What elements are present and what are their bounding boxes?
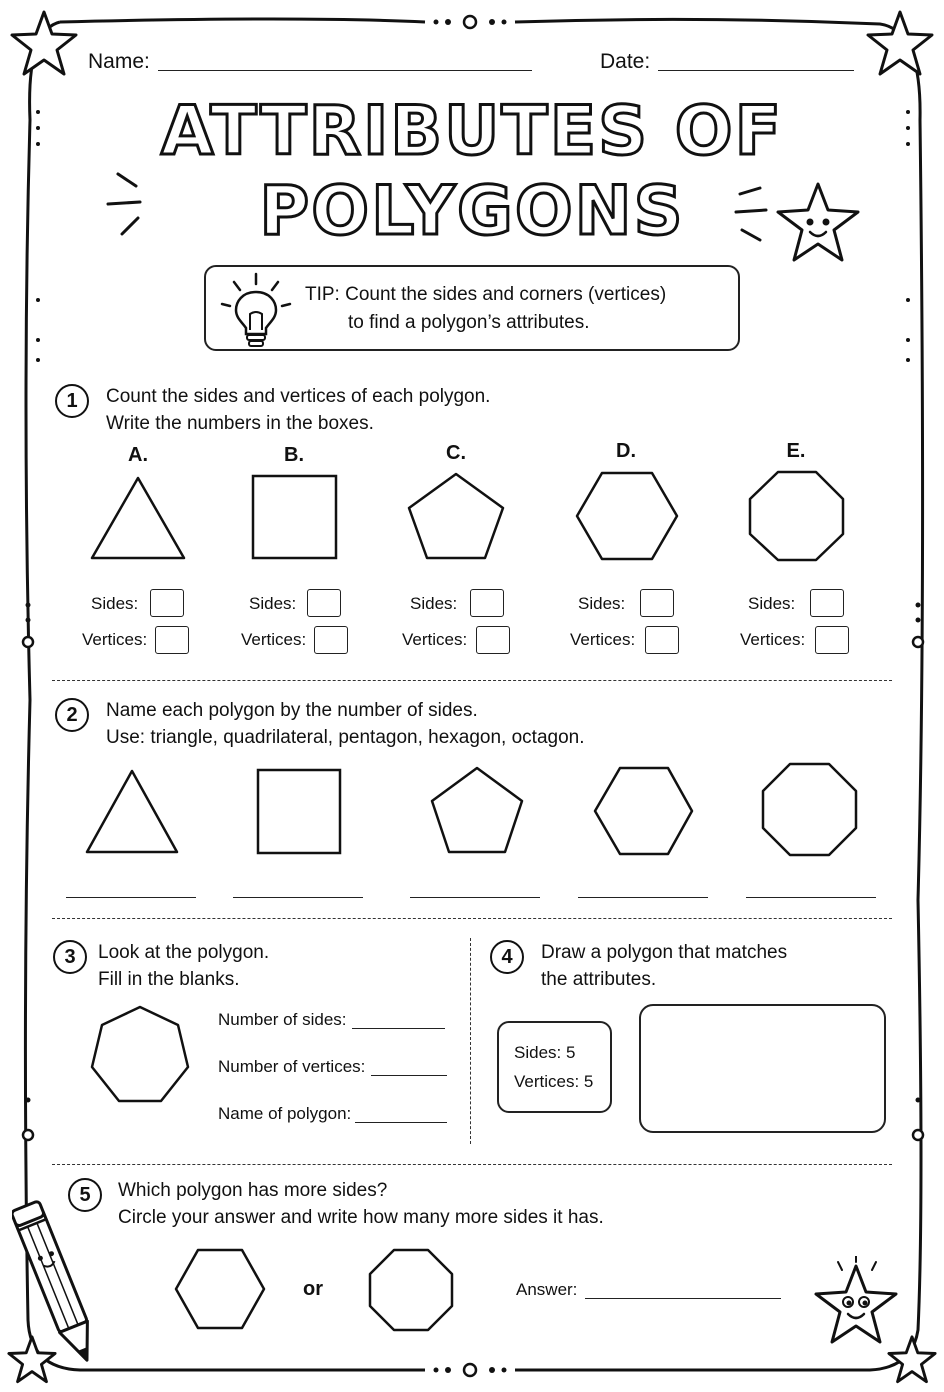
page-title-line1: ATTRIBUTES OF [160,92,784,171]
item-e-letter: E. [786,440,806,462]
name-of-polygon-label: Name of polygon: [218,1104,352,1123]
item-a-letter: A. [128,444,148,466]
date-label: Date: [600,50,651,73]
vertices-label: Vertices: [82,630,148,649]
sides-label: Sides: [249,594,297,613]
attributes-sides: Sides: 5 [514,1043,576,1062]
question-1-line1: Count the sides and vertices of each polygon. [106,386,491,407]
question-3-line1: Look at the polygon. [98,942,270,963]
name-label: Name: [88,50,150,73]
question-4-line2: the attributes. [541,969,657,990]
pencil-icon [12,1196,102,1376]
question-5-number: 5 [68,1178,102,1212]
vertices-label: Vertices: [402,630,468,649]
vertices-label: Vertices: [241,630,307,649]
page-title-line2: POLYGONS [259,172,685,251]
attributes-vertices: Vertices: 5 [514,1072,594,1091]
number-of-vertices-label: Number of vertices: [218,1057,366,1076]
smiling-star-icon [808,1256,904,1352]
question-3-number: 3 [53,940,87,974]
item-b-letter: B. [284,444,304,466]
number-of-sides-label: Number of sides: [218,1010,347,1029]
octagon-choice-shape[interactable] [370,1250,452,1330]
sides-label: Sides: [91,594,139,613]
tip-line1: TIP: Count the sides and corners (vertices) [305,284,667,305]
question-4-number: 4 [490,940,524,974]
or-label: or [303,1278,323,1300]
question-3-line2: Fill in the blanks. [98,969,240,990]
answer-field[interactable] [585,1298,781,1299]
question-2-line2: Use: triangle, quadrilateral, pentagon, hexagon, octagon. [106,727,585,748]
sides-label: Sides: [748,594,796,613]
answer-label: Answer: [516,1280,578,1299]
vertices-label: Vertices: [570,630,636,649]
question-5-line1: Which polygon has more sides? [118,1180,388,1201]
sides-label: Sides: [410,594,458,613]
sides-label: Sides: [578,594,626,613]
question-5-line2: Circle your answer and write how many more sides it has. [118,1207,604,1228]
question-1-line2: Write the numbers in the boxes. [106,413,374,434]
item-c-letter: C. [446,442,466,464]
hexagon-choice-shape[interactable] [176,1250,264,1328]
vertices-label: Vertices: [740,630,806,649]
question-2-line1: Name each polygon by the number of sides. [106,700,478,721]
question-4-line1: Draw a polygon that matches [541,942,788,963]
item-d-letter: D. [616,440,636,462]
tip-line2: to find a polygon’s attributes. [348,312,590,333]
question-1-number: 1 [55,384,89,418]
question-2-number: 2 [55,698,89,732]
